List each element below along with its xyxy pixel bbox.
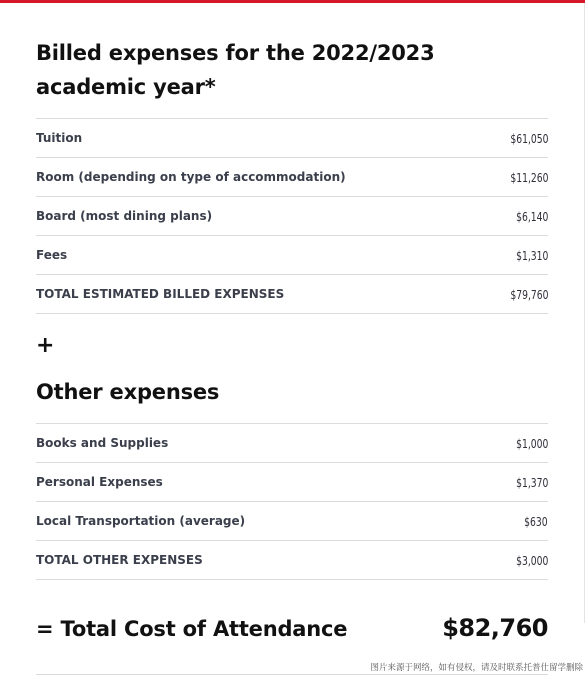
row-label: TOTAL OTHER EXPENSES <box>36 553 203 567</box>
table-row <box>36 424 548 463</box>
image-source-watermark: 图片来源于网络，如有侵权，请及时联系托普仕留学删除 <box>370 663 583 673</box>
table-row-total <box>36 275 548 314</box>
row-amount: $1,000 <box>515 435 548 451</box>
row-amount: $1,370 <box>515 474 548 490</box>
bottom-divider <box>36 674 548 675</box>
table-row <box>36 158 548 197</box>
table-row <box>36 197 548 236</box>
row-amount: $79,760 <box>509 286 548 302</box>
total-cost-label: = Total Cost of Attendance <box>36 617 348 641</box>
row-amount: $1,310 <box>515 247 548 263</box>
row-label: Personal Expenses <box>36 475 163 489</box>
row-label: Tuition <box>36 131 83 145</box>
table-row <box>36 236 548 275</box>
row-label: Local Transportation (average) <box>36 514 246 528</box>
total-cost-row <box>36 614 548 642</box>
row-label: Room (depending on type of accommodation) <box>36 170 346 184</box>
row-label: TOTAL ESTIMATED BILLED EXPENSES <box>36 287 285 301</box>
billed-expenses-table <box>36 118 548 314</box>
billed-expenses-title: Billed expenses for the 2022/2023 academic year* <box>36 41 435 99</box>
total-cost-amount: $82,760 <box>442 614 548 642</box>
row-amount: $6,140 <box>515 208 548 224</box>
plus-sign: + <box>36 333 55 358</box>
top-accent-bar <box>0 0 585 3</box>
row-amount: $3,000 <box>515 552 548 568</box>
row-label: Fees <box>36 248 68 262</box>
table-row <box>36 502 548 541</box>
table-row-total <box>36 541 548 580</box>
row-label: Books and Supplies <box>36 436 169 450</box>
other-expenses-title: Other expenses <box>36 380 220 404</box>
row-amount: $630 <box>524 513 548 529</box>
row-amount: $11,260 <box>509 169 548 185</box>
table-row <box>36 463 548 502</box>
row-label: Board (most dining plans) <box>36 209 213 223</box>
table-row <box>36 119 548 158</box>
cost-of-attendance-content <box>36 36 548 642</box>
row-amount: $61,050 <box>509 130 548 146</box>
other-expenses-table <box>36 423 548 580</box>
